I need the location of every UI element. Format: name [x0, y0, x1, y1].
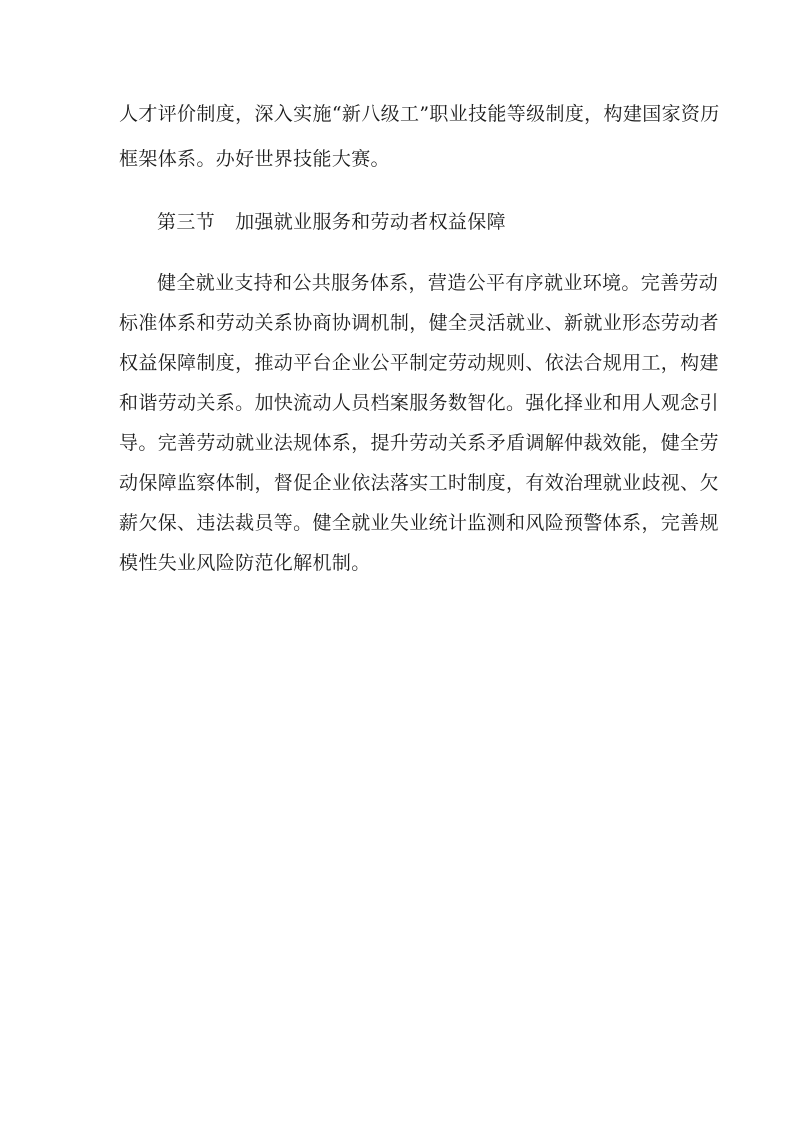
paragraph-2-line-1: 健全就业支持和公共服务体系，营造公平有序就业环境。完善劳动: [157, 272, 719, 294]
paragraph-2-line-4: 和谐劳动关系。加快流动人员档案服务数智化。强化择业和用人观念引: [119, 392, 719, 414]
paragraph-2-line-6: 动保障监察体制，督促企业依法落实工时制度，有效治理就业歧视、欠: [119, 472, 719, 494]
section-number: 第三节: [157, 211, 216, 233]
paragraph-2-line-3: 权益保障制度，推动平台企业公平制定劳动规则、依法合规用工，构建: [119, 352, 719, 374]
paragraph-1-line-1: 人才评价制度，深入实施“新八级工”职业技能等级制度，构建国家资历: [119, 103, 720, 125]
paragraph-1-line-2: 框架体系。办好世界技能大赛。: [119, 148, 390, 170]
paragraph-2-line-7: 薪欠保、违法裁员等。健全就业失业统计监测和风险预警体系，完善规: [119, 512, 719, 534]
section-heading: [157, 210, 506, 234]
paragraph-2-line-8: 模性失业风险防范化解机制。: [119, 552, 371, 574]
section-title: 加强就业服务和劳动者权益保障: [235, 211, 506, 233]
paragraph-2-line-5: 导。完善劳动就业法规体系，提升劳动关系矛盾调解仲裁效能，健全劳: [119, 432, 719, 454]
paragraph-2-line-2: 标准体系和劳动关系协商协调机制，健全灵活就业、新就业形态劳动者: [119, 312, 719, 334]
